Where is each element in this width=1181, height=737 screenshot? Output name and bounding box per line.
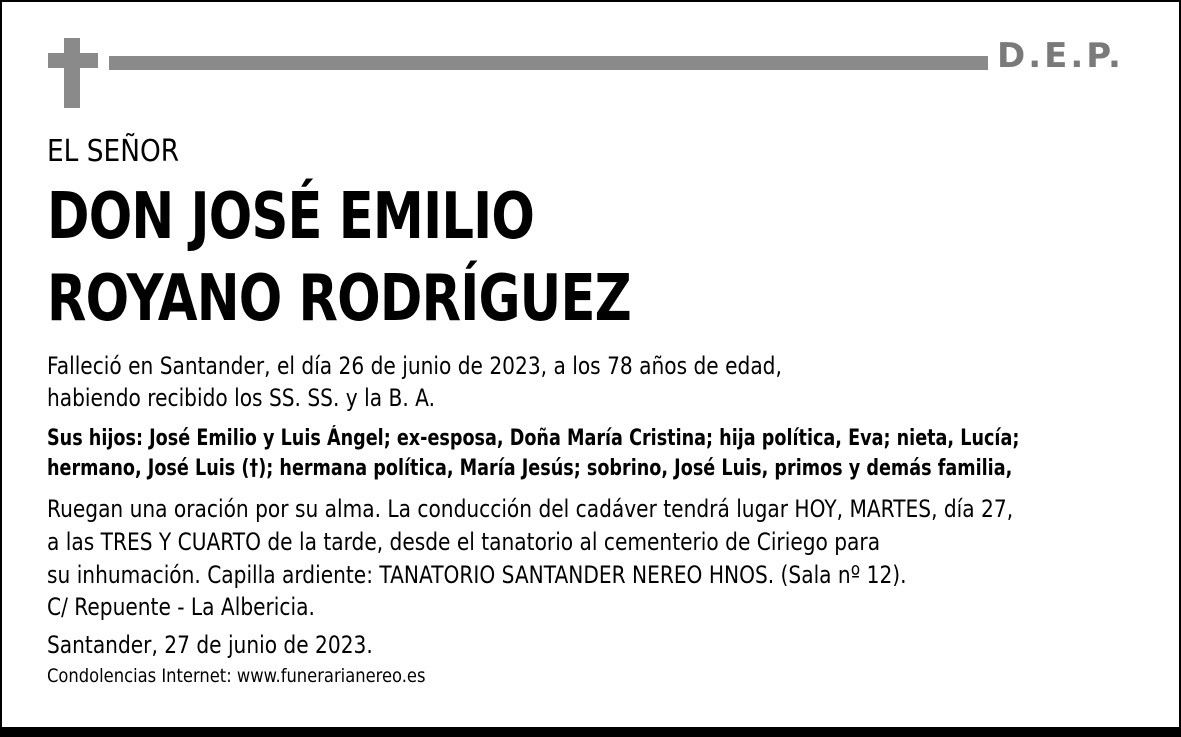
request-line: su inhumación. Capilla ardiente: TANATORIO SANTANDER NEREO HNOS. (Sala nº 12). xyxy=(47,561,907,589)
place-date: Santander, 27 de junio de 2023. xyxy=(47,631,373,659)
death-line: habiendo recibido los SS. SS. y la B. A. xyxy=(47,384,435,412)
death-line: Falleció en Santander, el día 26 de junio de 2023, a los 78 años de edad, xyxy=(47,352,782,380)
honorific: EL SEÑOR xyxy=(47,134,180,169)
cross-icon-bar xyxy=(48,53,98,68)
cross-icon xyxy=(64,38,80,108)
deceased-name-line-1: DON JOSÉ EMILIO xyxy=(47,180,535,254)
header-rule xyxy=(109,56,988,70)
request-line: Ruegan una oración por su alma. La conducción del cadáver tendrá lugar HOY, MARTES, día 27, xyxy=(47,495,1014,523)
family-line: Sus hijos: José Emilio y Luis Ángel; ex-esposa, Doña María Cristina; hija política, Eva; nieta, Lucía; xyxy=(47,426,1020,451)
deceased-name-line-2: ROYANO RODRÍGUEZ xyxy=(47,262,631,336)
condolences-line: Condolencias Internet: www.funerarianereo.es xyxy=(47,665,426,687)
bottom-rule xyxy=(0,727,1181,737)
family-line: hermano, José Luis (†); hermana política, María Jesús; sobrino, José Luis, primos y demás familia, xyxy=(47,456,1013,481)
dep-label: D.E.P. xyxy=(997,36,1124,76)
request-line: C/ Repuente - La Albericia. xyxy=(47,593,315,621)
request-line: a las TRES Y CUARTO de la tarde, desde el tanatorio al cementerio de Ciriego para xyxy=(47,528,881,556)
